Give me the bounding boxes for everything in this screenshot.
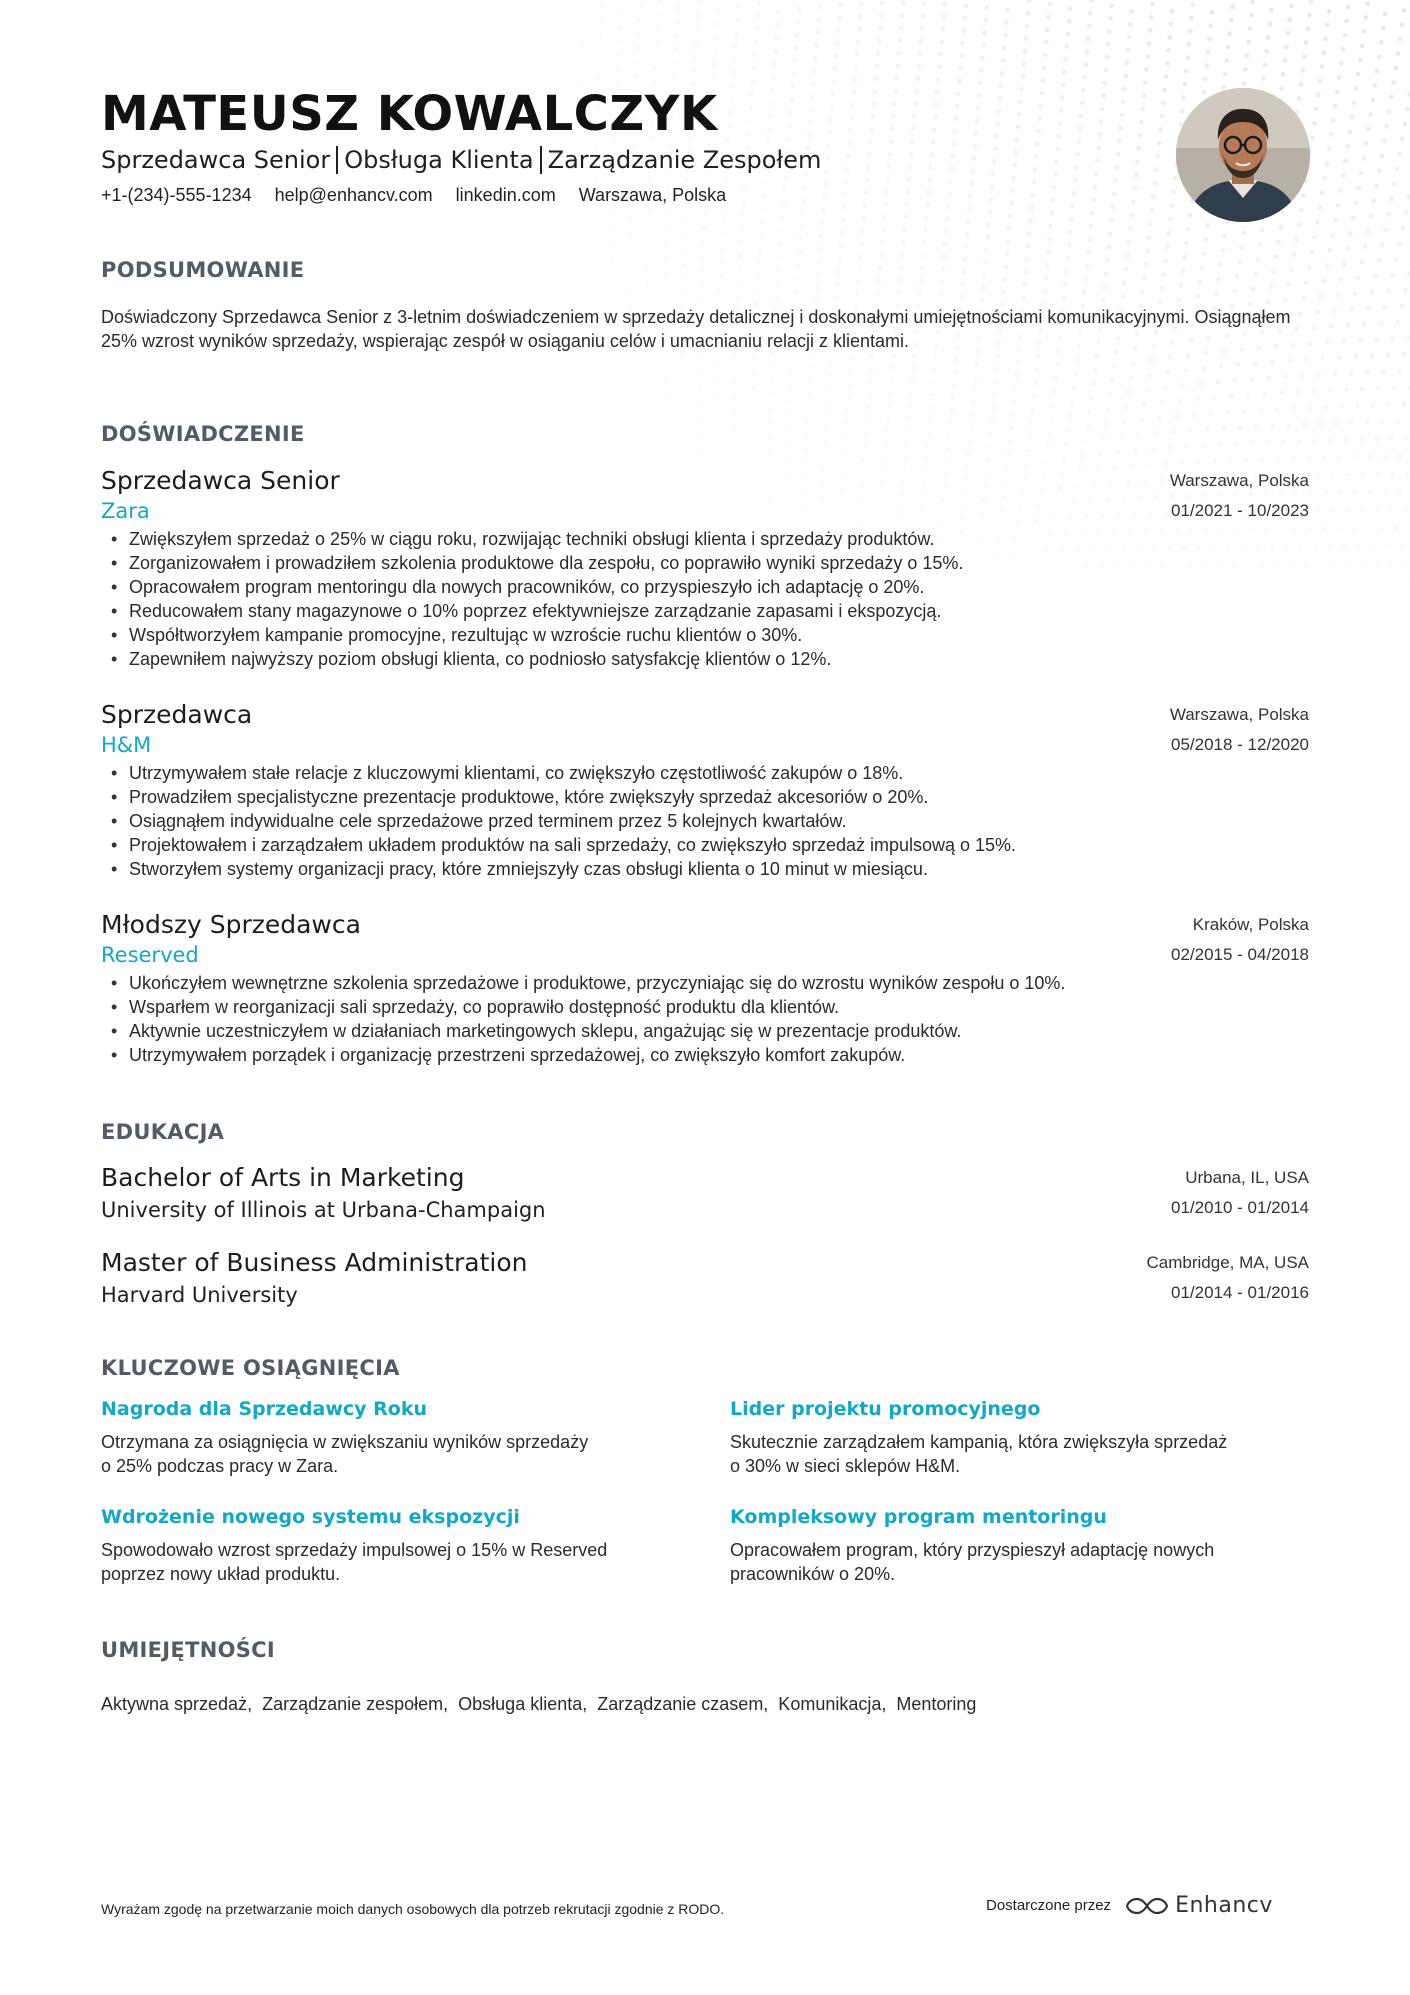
achievement-desc-line: Opracowałem program, który przyspieszył adaptację nowych [730,1540,1215,1560]
profile-photo-illustration [1176,88,1310,222]
job-bullet: • Opracowałem program mentoringu dla nowych pracowników, co przyspieszyło ich adaptację o 20%. [101,575,1309,599]
job-company: H&M [101,733,152,757]
job-location: Warszawa, Polska [1169,471,1309,490]
summary-text: Doświadczony Sprzedawca Senior z 3-letnim doświadczeniem w sprzedaży detalicznej i doskonałymi umiejętnościami komunikacyjnymi. Osiągnąłem 25% wzrost wyników sprzedaży, wspierając zespół w osiąganiu celów i umacnianiu relacji z klientami. [101,307,1291,351]
achievement-desc-line: Skutecznie zarządzałem kampanią, która zwiększyła sprzedaż [730,1432,1228,1452]
education-degree: Bachelor of Arts in Marketing [101,1163,465,1192]
gdpr-consent: Wyrażam zgodę na przetwarzanie moich danych osobowych dla potrzeb rekrutacji zgodnie z RODO. [101,1901,725,1917]
job-bullet: • Utrzymywałem stałe relacje z kluczowymi klientami, co zwiększyło częstotliwość zakupów o 18%. [101,761,1309,785]
job-bullet: • Projektowałem i zarządzałem układem produktów na sali sprzedaży, co zwiększyło sprzedaż impulsową o 15%. [101,833,1309,857]
job-title: Sprzedawca Senior [101,466,340,495]
achievement-item [730,1506,1300,1586]
job-bullets [101,527,1309,671]
job-entry [101,466,1309,671]
job-bullet: • Zorganizowałem i prowadziłem szkolenia produktowe dla zespołu, co poprawiło wyniki sprzedaży o 15%. [101,551,1309,575]
achievement-item [101,1398,671,1478]
enhancv-logo-icon [1125,1895,1169,1917]
achievement-desc-line: o 30% w sieci sklepów H&M. [730,1456,961,1476]
contact-linkedin[interactable]: linkedin.com [455,185,556,205]
achievement-desc [730,1538,1300,1586]
achievement-title: Nagroda dla Sprzedawcy Roku [101,1398,428,1420]
job-meta [1171,910,1309,970]
contact-info [101,185,744,206]
education-degree: Master of Business Administration [101,1248,528,1277]
job-title: Młodszy Sprzedawca [101,910,361,939]
job-dates: 01/2021 - 10/2023 [1170,501,1309,520]
job-dates: 05/2018 - 12/2020 [1170,735,1309,754]
job-bullets [101,971,1309,1067]
achievement-desc [101,1430,671,1478]
education-meta [1171,1163,1309,1223]
education-school: Harvard University [101,1283,298,1307]
job-meta [1170,466,1309,526]
contact-phone[interactable]: +1-(234)-555-1234 [101,185,252,205]
section-title-summary: PODSUMOWANIE [101,258,305,282]
achievement-desc-line: Spowodowało wzrost sprzedaży impulsowej o 15% w Reserved [101,1540,608,1560]
job-company: Reserved [101,943,199,967]
profile-photo [1176,88,1310,222]
job-bullet: • Osiągnąłem indywidualne cele sprzedażowe przed terminem przez 5 kolejnych kwartałów. [101,809,1309,833]
headline [101,146,821,174]
job-bullet: • Prowadziłem specjalistyczne prezentacje produktowe, które zwiększyły sprzedaż akcesoriów o 20%. [101,785,1309,809]
education-entry [101,1248,1309,1307]
contact-location: Warszawa, Polska [578,185,727,205]
achievement-item [730,1398,1300,1478]
job-bullet: • Stworzyłem systemy organizacji pracy, które zmniejszyły czas obsługi klienta o 10 minut w miesiącu. [101,857,1309,881]
education-meta [1147,1248,1310,1308]
job-meta [1170,700,1309,760]
enhancv-logo-text: Enhancv [1175,1893,1273,1918]
achievement-desc [101,1538,671,1586]
job-company: Zara [101,499,150,523]
powered-by[interactable] [986,1893,1273,1918]
achievement-desc-line: pracowników o 20%. [730,1564,896,1584]
job-bullet: • Zwiększyłem sprzedaż o 25% w ciągu roku, rozwijając techniki obsługi klienta i sprzedaży produktów. [101,527,1309,551]
education-location: Urbana, IL, USA [1185,1168,1309,1187]
headline-skill-1: Obsługa Klienta [344,146,534,174]
achievement-desc [730,1430,1300,1478]
job-title: Sprzedawca [101,700,253,729]
job-entry [101,700,1309,881]
job-bullet: • Utrzymywałem porządek i organizację przestrzeni sprzedażowej, co zwiększyło komfort zakupów. [101,1043,1309,1067]
achievement-title: Wdrożenie nowego systemu ekspozycji [101,1506,520,1528]
job-bullet: • Współtworzyłem kampanie promocyjne, rezultując w wzroście ruchu klientów o 30%. [101,623,1309,647]
job-bullet: • Ukończyłem wewnętrzne szkolenia sprzedażowe i produktowe, przyczyniając się do wzrostu wyników zespołu o 10%. [101,971,1309,995]
contact-email[interactable]: help@enhancv.com [274,185,433,205]
enhancv-logo[interactable] [1125,1893,1273,1918]
section-title-skills: UMIEJĘTNOŚCI [101,1638,275,1662]
achievement-title: Lider projektu promocyjnego [730,1398,1041,1420]
job-bullet: • Reducowałem stany magazynowe o 10% poprzez efektywniejsze zarządzanie zapasami i ekspozycją. [101,599,1309,623]
job-location: Warszawa, Polska [1169,705,1309,724]
section-title-experience: DOŚWIADCZENIE [101,422,305,446]
achievement-desc-line: o 25% podczas pracy w Zara. [101,1456,339,1476]
job-entry [101,910,1309,1067]
headline-role: Sprzedawca Senior [101,146,331,174]
achievement-title: Kompleksowy program mentoringu [730,1506,1107,1528]
achievement-item [101,1506,671,1586]
job-dates: 02/2015 - 04/2018 [1170,945,1309,964]
education-school: University of Illinois at Urbana-Champaign [101,1198,546,1222]
headline-separator [336,146,338,174]
job-bullet: • Wsparłem w reorganizacji sali sprzedaży, co poprawiło dostępność produktu dla klientów. [101,995,1309,1019]
headline-skill-2: Zarządzanie Zespołem [547,146,822,174]
powered-by-label: Dostarczone przez [986,1897,1112,1914]
skills-list: Aktywna sprzedaż, Zarządzanie zespołem, Obsługa klienta, Zarządzanie czasem, Komunikacja, Mentoring [101,1694,977,1714]
education-entry [101,1163,1309,1222]
job-bullets [101,761,1309,881]
section-title-education: EDUKACJA [101,1120,225,1144]
education-dates: 01/2014 - 01/2016 [1170,1283,1309,1302]
education-dates: 01/2010 - 01/2014 [1170,1198,1309,1217]
education-location: Cambridge, MA, USA [1146,1253,1309,1272]
job-bullet: • Zapewniłem najwyższy poziom obsługi klienta, co podniosło satysfakcję klientów o 12%. [101,647,1309,671]
job-bullet: • Aktywnie uczestniczyłem w działaniach marketingowych sklepu, angażując się w prezentacje produktów. [101,1019,1309,1043]
section-title-achievements: KLUCZOWE OSIĄGNIĘCIA [101,1356,400,1380]
headline-separator [540,146,542,174]
job-location: Kraków, Polska [1192,915,1309,934]
candidate-name: MATEUSZ KOWALCZYK [101,86,718,142]
achievement-desc-line: Otrzymana za osiągnięcia w zwiększaniu wyników sprzedaży [101,1432,589,1452]
achievement-desc-line: poprzez nowy układ produktu. [101,1564,341,1584]
